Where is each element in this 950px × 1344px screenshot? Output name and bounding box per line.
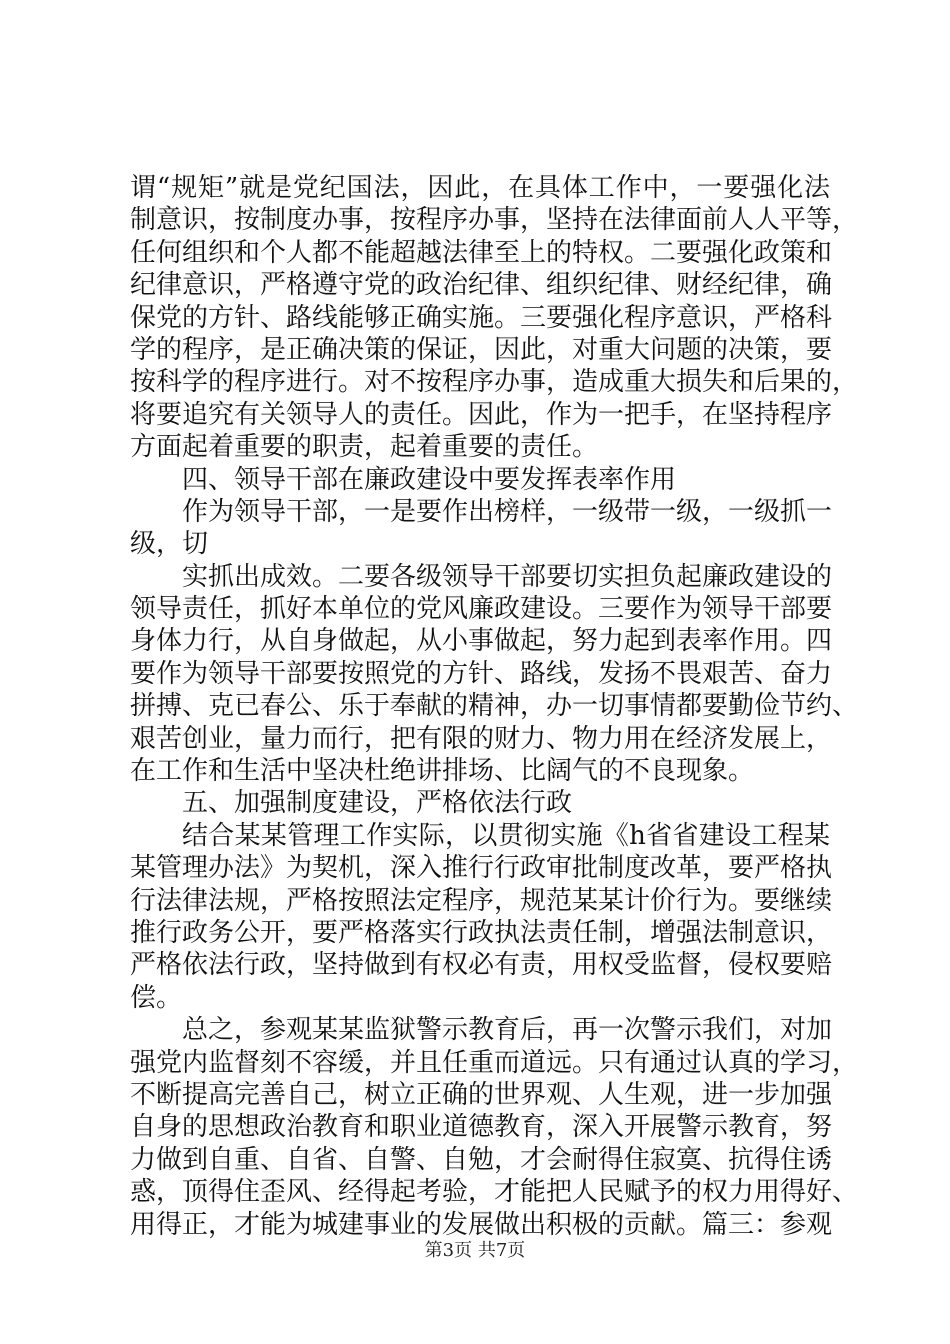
text-line: 保党的方针、路线能够正确实施。三要强化程序意识，严格科 [130, 302, 833, 333]
text-line: 自身的思想政治教育和职业道德教育，深入开展警示教育，努 [130, 1112, 833, 1143]
text-line: 实抓出成效。二要各级领导干部要切实担负起廉政建设的 [182, 561, 833, 592]
text-line: 力做到自重、自省、自警、自勉，才会耐得住寂寞、抗得住诱 [130, 1144, 833, 1175]
text-line: 纪律意识，严格遵守党的政治纪律、组织纪律、财经纪律，确 [130, 270, 833, 301]
text-line: 拼搏、克已春公、乐于奉献的精神，办一切事情都要勤俭节约、 [130, 691, 859, 722]
text-line: 级，切 [130, 529, 209, 560]
text-line: 学的程序，是正确决策的保证，因此，对重大问题的决策，要 [130, 334, 833, 365]
text-line: 惑，顶得住歪风、经得起考验，才能把人民赋予的权力用得好、 [130, 1177, 859, 1208]
text-line: 总之，参观某某监狱警示教育后，再一次警示我们，对加 [182, 1015, 833, 1046]
text-line: 要作为领导干部要按照党的方针、路线，发扬不畏艰苦、奋力 [130, 658, 833, 689]
body-text [130, 172, 859, 1241]
text-line: 用得正，才能为城建事业的发展做出积极的贡献。篇三：参观 [130, 1209, 833, 1240]
text-line: 五、加强制度建设，严格依法行政 [182, 788, 573, 819]
text-line: 行法律法规，严格按照法定程序，规范某某计价行为。要继续 [130, 885, 833, 916]
text-line: 领导责任，抓好本单位的党风廉政建设。三要作为领导干部要 [130, 594, 833, 625]
text-line: 不断提高完善自己，树立正确的世界观、人生观，进一步加强 [130, 1079, 833, 1110]
text-line: 结合某某管理工作实际，以贯彻实施《h省省建设工程某 [182, 820, 830, 851]
text-line: 某管理办法》为契机，深入推行行政审批制度改革，要严格执 [130, 853, 833, 884]
text-line: 艰苦创业，量力而行，把有限的财力、物力用在经济发展上， [130, 723, 833, 754]
text-line: 按科学的程序进行。对不按程序办事，造成重大损失和后果的， [130, 367, 859, 398]
text-line: 偿。 [130, 982, 183, 1013]
text-line: 严格依法行政，坚持做到有权必有责，用权受监督，侵权要赔 [130, 950, 833, 981]
text-line: 在工作和生活中坚决杜绝讲排场、比阔气的不良现象。 [130, 756, 755, 787]
text-line: 四、领导干部在廉政建设中要发挥表率作用 [182, 464, 677, 495]
text-line: 将要追究有关领导人的责任。因此，作为一把手，在坚持程序 [130, 399, 833, 430]
text-line: 作为领导干部，一是要作出榜样，一级带一级，一级抓一 [182, 496, 833, 527]
text-line: 推行政务公开，要严格落实行政执法责任制，增强法制意识， [130, 917, 833, 948]
text-line: 方面起着重要的职责，起着重要的责任。 [130, 432, 599, 463]
text-line: 身体力行，从自身做起，从小事做起，努力起到表率作用。四 [130, 626, 833, 657]
text-line: 制意识，按制度办事，按程序办事，坚持在法律面前人人平等， [130, 205, 859, 236]
page-footer: 第3页 共7页 [424, 1240, 526, 1261]
text-line: 强党内监督刻不容缓，并且任重而道远。只有通过认真的学习， [130, 1047, 859, 1078]
text-line: 任何组织和个人都不能超越法律至上的特权。二要强化政策和 [130, 237, 833, 268]
text-line: 谓“规矩”就是党纪国法，因此，在具体工作中，一要强化法 [130, 173, 830, 203]
